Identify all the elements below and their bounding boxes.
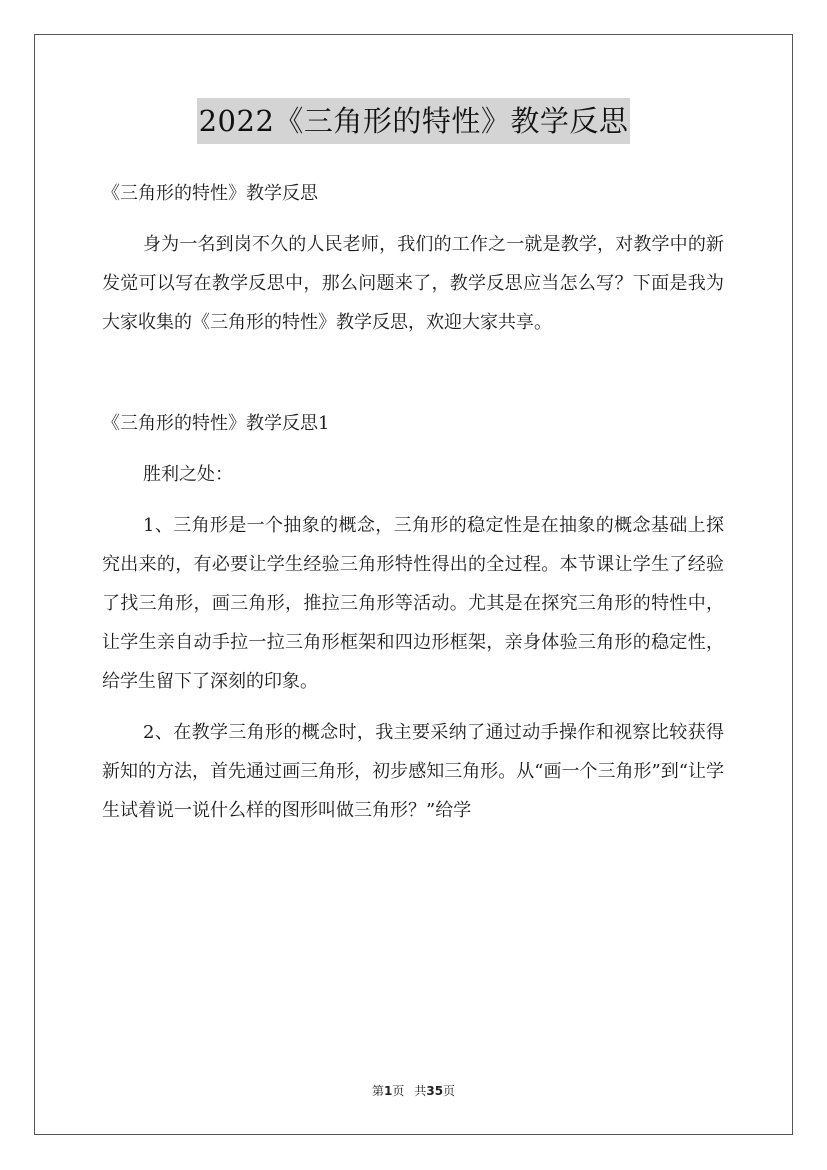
point-1-paragraph: 1、三角形是一个抽象的概念，三角形的稳定性是在抽象的概念基础上探究出来的，有必要让学生经验三角形特性得出的全过程。本节课让学生了经验了找三角形，画三角形，推拉三角形等活动。尤其是在探究三角形的特性中，让学生亲自动手拉一拉三角形框架和四边形框架，亲身体验三角形的稳定性，给学生留下了深刻的印象。 [102, 515, 724, 692]
section-heading: 《三角形的特性》教学反思1 [102, 413, 330, 434]
intro-paragraph: 身为一名到岗不久的人民老师，我们的工作之一就是教学，对教学中的新发觉可以写在教学反思中，那么问题来了，教学反思应当怎么写？下面是我为大家收集的《三角形的特性》教学反思，欢迎大家共享。 [102, 234, 724, 333]
document-body [102, 174, 724, 830]
total-pages: 35 [426, 1084, 444, 1098]
section-label: 胜利之处： [143, 464, 233, 485]
page-number: 1 [383, 1084, 393, 1098]
paragraph-spacer [102, 342, 724, 404]
point-2-paragraph: 2、在教学三角形的概念时，我主要采纳了通过动手操作和视察比较获得新知的方法，首先通过画三角形，初步感知三角形。从“画一个三角形”到“让学生试着说一说什么样的图形叫做三角形？”给学 [102, 722, 724, 821]
page-prefix: 第 [371, 1084, 384, 1098]
page-suffix: 页 [392, 1084, 405, 1098]
total-suffix: 页 [443, 1084, 456, 1098]
document-subtitle: 《三角形的特性》教学反思 [102, 183, 318, 204]
title-container [0, 98, 827, 144]
document-title: 2022《三角形的特性》教学反思 [197, 98, 631, 144]
total-prefix: 共 [414, 1084, 427, 1098]
page-footer [0, 1082, 827, 1099]
